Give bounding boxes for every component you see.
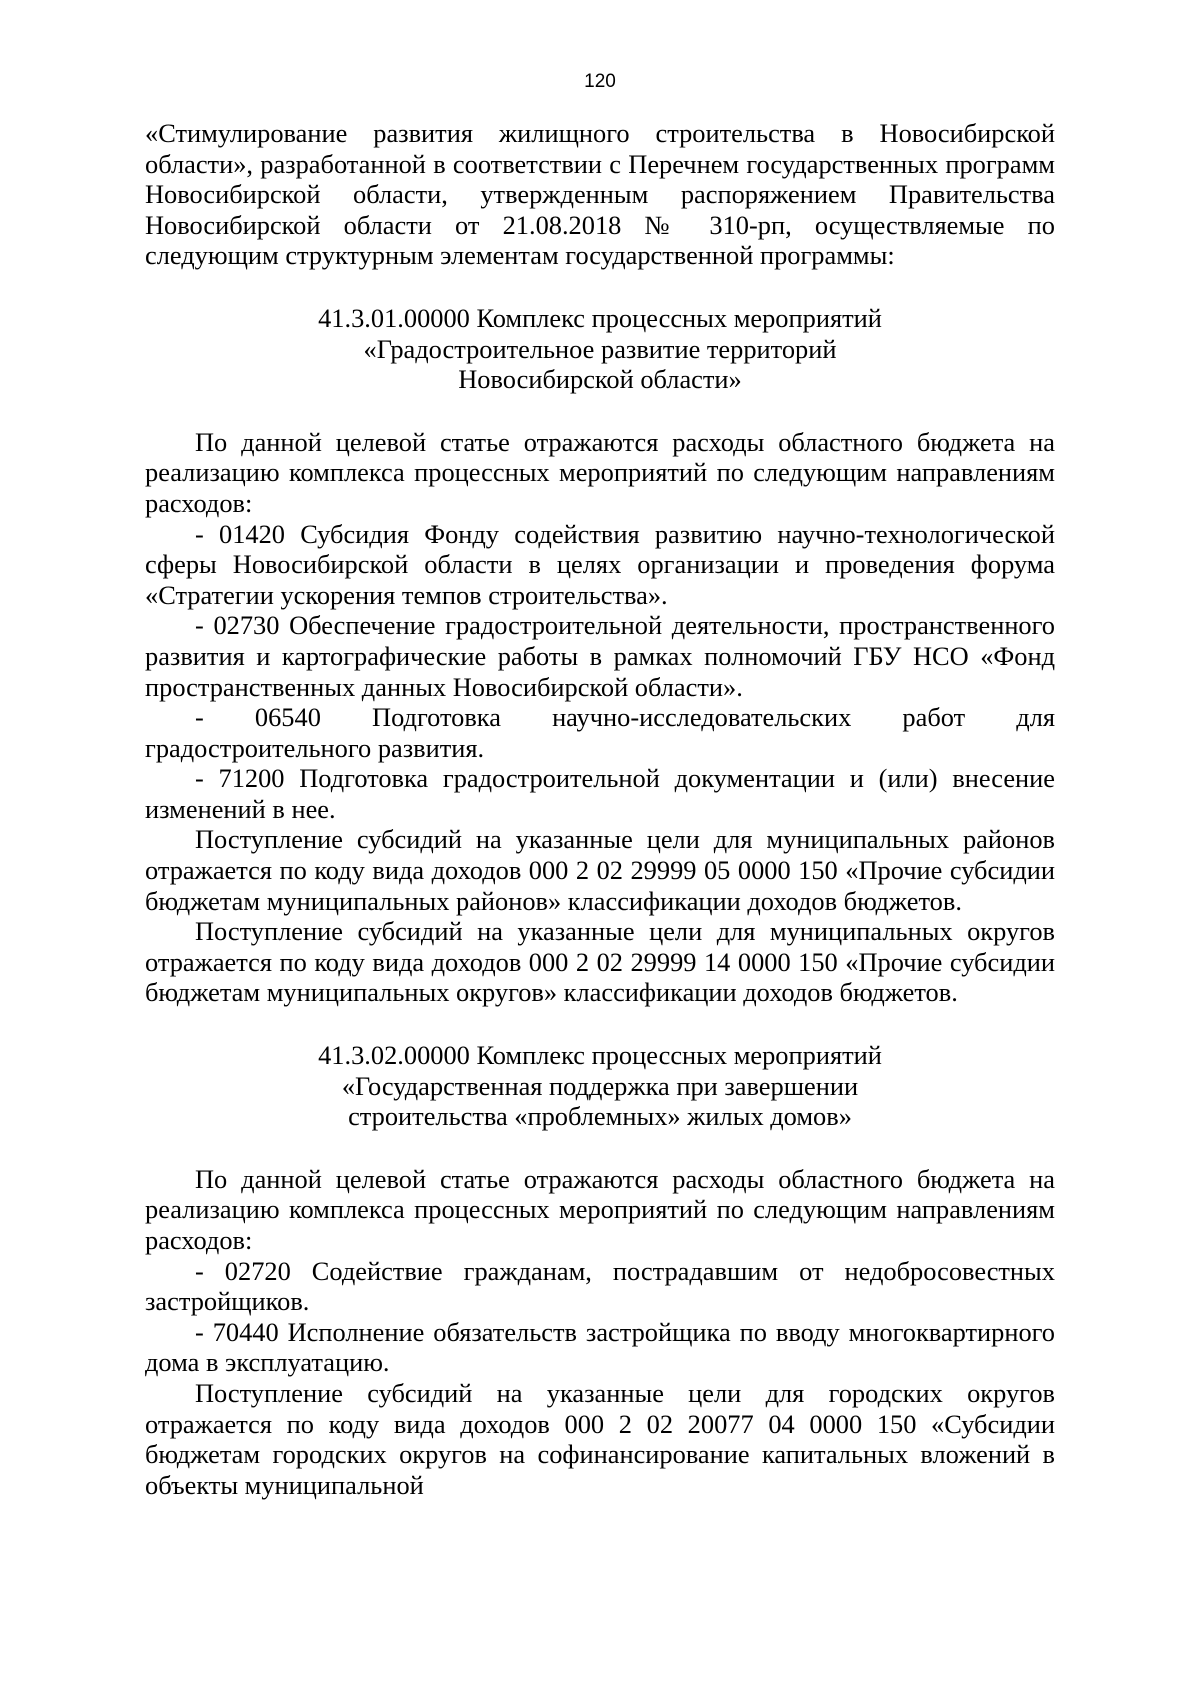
section2-list-item: - 70440 Исполнение обязательств застройщика по вводу многоквартирного дома в эксплуатацию. <box>145 1316 1055 1378</box>
document-body <box>145 118 1055 1500</box>
section1-paragraph: По данной целевой статье отражаются расходы областного бюджета на реализацию комплекса процессных мероприятий по следующим направлениям расходов: <box>145 426 1055 518</box>
section1-list-item: - 06540 Подготовка научно-исследовательских работ для градостроительного развития. <box>145 702 1055 763</box>
section1-paragraph: Поступление субсидий на указанные цели для муниципальных районов отражается по коду вида доходов 000 2 02 29999 05 0000 150 «Прочие субсидии бюджетам муниципальных районов» классификации доходов бюджетов. <box>145 824 1055 916</box>
heading-line: «Государственная поддержка при завершении <box>341 1070 859 1101</box>
heading-line: Новосибирской области» <box>458 364 742 395</box>
section1-paragraph: Поступление субсидий на указанные цели для муниципальных округов отражается по коду вида доходов 000 2 02 29999 14 0000 150 «Прочие субсидии бюджетам муниципальных округов» классификации доходов бюджетов. <box>145 916 1055 1008</box>
section1-list-item: - 02730 Обеспечение градостроительной деятельности, пространственного развития и картографические работы в рамках полномочий ГБУ НСО «Фонд пространственных данных Новосибирской области». <box>145 610 1055 702</box>
heading-line: «Градостроительное развитие территорий <box>363 333 837 364</box>
section-heading-41-3-02 <box>145 1040 1055 1132</box>
section2-paragraph: По данной целевой статье отражаются расходы областного бюджета на реализацию комплекса процессных мероприятий по следующим направлениям расходов: <box>145 1163 1055 1255</box>
section2-list-item: - 02720 Содействие гражданам, пострадавшим от недобросовестных застройщиков. <box>145 1255 1055 1317</box>
heading-line: 41.3.02.00000 Комплекс процессных мероприятий <box>318 1040 882 1071</box>
section1-list-item: - 71200 Подготовка градостроительной документации и (или) внесение изменений в нее. <box>145 763 1055 824</box>
section-heading-41-3-01 <box>145 303 1055 395</box>
spacer <box>145 1008 1055 1040</box>
section1-list-item: - 01420 Субсидия Фонду содействия развитию научно-технологической сферы Новосибирской области в целях организации и проведения форума «Стратегии ускорения темпов строительства». <box>145 518 1055 610</box>
intro-paragraph: «Стимулирование развития жилищного строительства в Новосибирской области», разработанной в соответствии с Перечнем государственных программ Новосибирской области, утвержденным распоряжением Правительства Новосибирской области от 21.08.2018 № 310-рп, осуществляемые по следующим структурным элементам государственной программы: <box>145 118 1055 271</box>
spacer <box>145 395 1055 427</box>
spacer <box>145 1132 1055 1164</box>
spacer <box>145 271 1055 303</box>
section2-paragraph: Поступление субсидий на указанные цели для городских округов отражается по коду вида доходов 000 2 02 20077 04 0000 150 «Субсидии бюджетам городских округов на софинансирование капитальных вложений в объекты муниципальной <box>145 1377 1055 1500</box>
page-number: 120 <box>584 71 616 92</box>
heading-line: 41.3.01.00000 Комплекс процессных мероприятий <box>318 302 882 333</box>
heading-line: строительства «проблемных» жилых домов» <box>348 1101 852 1132</box>
